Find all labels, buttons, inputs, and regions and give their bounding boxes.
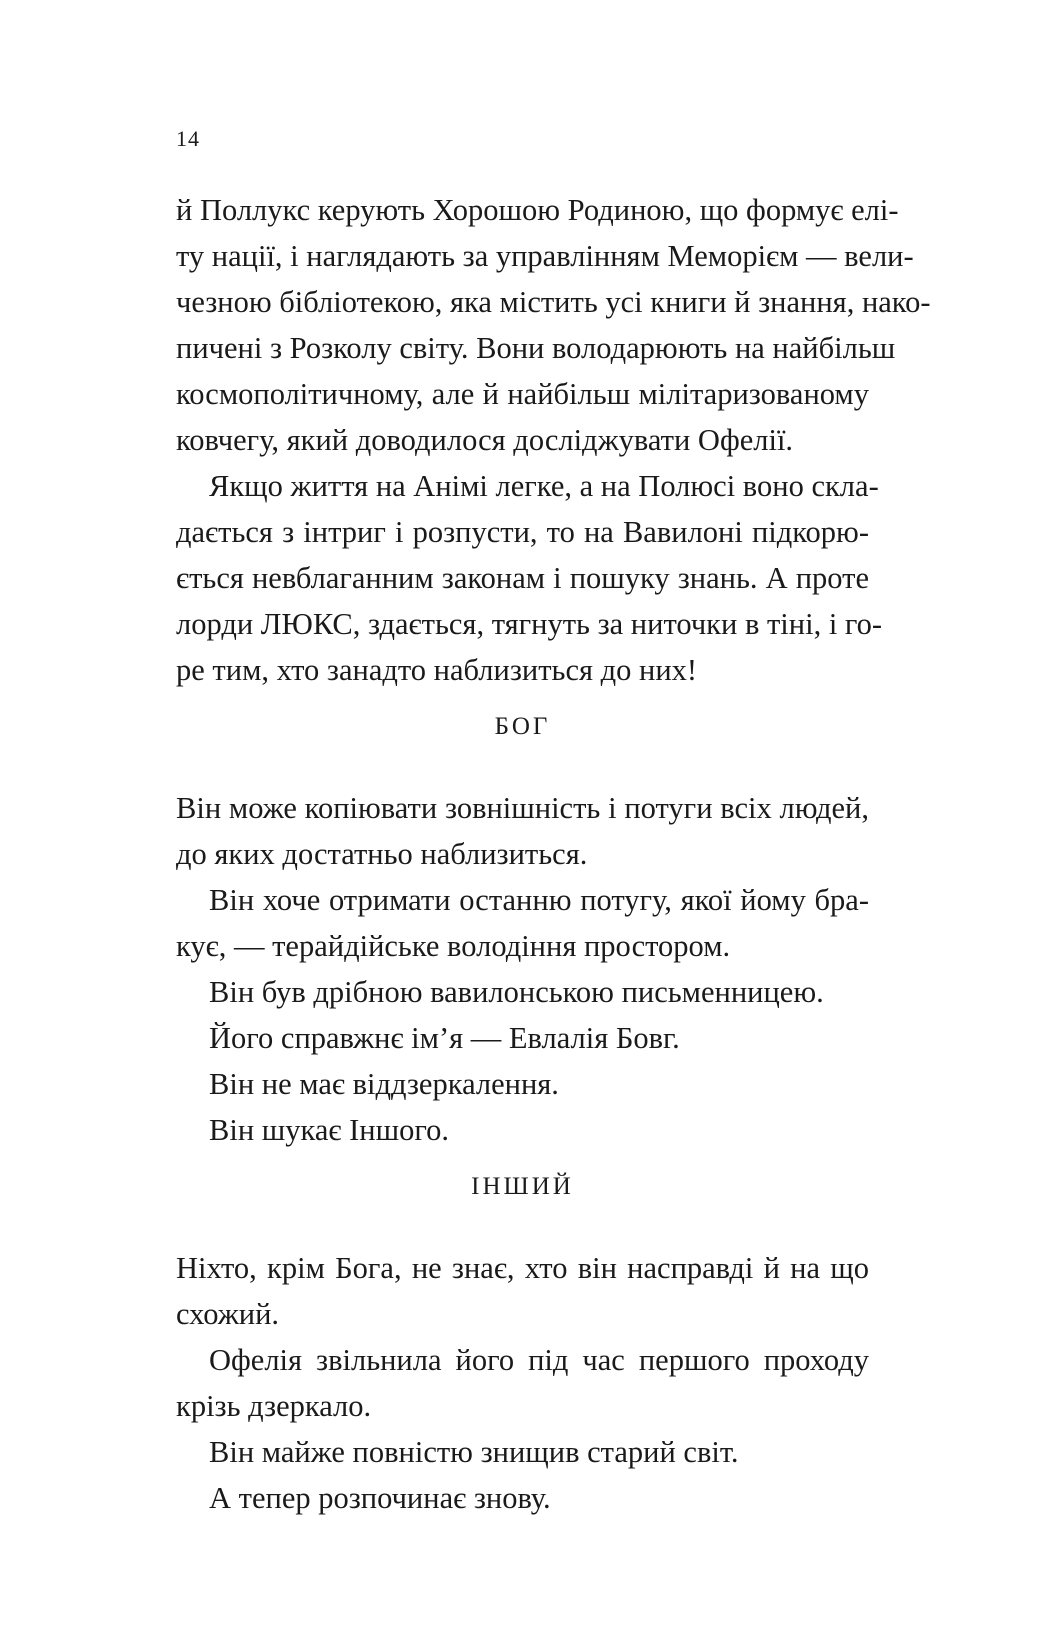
text-line: ється невблаганним законам і пошуку знань. А проте <box>176 561 869 595</box>
text-line: ре тим, хто занадто наблизиться до них! <box>176 653 698 687</box>
text-line: до яких достатньо наблизиться. <box>176 837 588 871</box>
text-line: Офелія звільнила його під час першого проходу <box>209 1343 869 1377</box>
text-line: крізь дзеркало. <box>176 1389 372 1423</box>
text-line: пичені з Розколу світу. Вони володарюють на найбільш <box>176 331 896 365</box>
text-line: космополітичному, але й найбільш мілітаризованому <box>176 377 869 411</box>
text-line: Він хоче отримати останню потугу, якої йому бра- <box>209 883 869 917</box>
text-line: Він не має віддзеркалення. <box>209 1067 559 1101</box>
text-line: А тепер розпочинає знову. <box>209 1481 551 1515</box>
text-line: ковчегу, який доводилося досліджувати Офелії. <box>176 423 794 457</box>
section-heading-other: ІНШИЙ <box>471 1173 574 1200</box>
text-line: Він шукає Іншого. <box>209 1113 449 1147</box>
text-line: ту нації, і наглядають за управлінням Меморієм — вели- <box>176 239 914 273</box>
text-line: схожий. <box>176 1297 280 1331</box>
text-line: Ніхто, крім Бога, не знає, хто він насправді й на що <box>176 1251 869 1285</box>
text-line: дається з інтриг і розпусти, то на Вавилоні підкорю- <box>176 515 869 549</box>
text-line: лорди ЛЮКС, здається, тягнуть за ниточки в тіні, і го- <box>176 607 883 641</box>
section-heading-god: БОГ <box>494 713 551 740</box>
text-line: Він був дрібною вавилонською письменницею. <box>209 975 824 1009</box>
text-line: Якщо життя на Анімі легке, а на Полюсі воно скла- <box>209 469 879 503</box>
text-line: Він може копіювати зовнішність і потуги всіх людей, <box>176 791 869 825</box>
text-line: Він майже повністю знищив старий світ. <box>209 1435 739 1469</box>
text-line: чезною бібліотекою, яка містить усі книги й знання, нако- <box>176 285 931 319</box>
text-line: кує, — терайдійське володіння простором. <box>176 929 731 963</box>
page-number: 14 <box>176 126 200 151</box>
text-line: й Поллукс керують Хорошою Родиною, що формує елі- <box>176 193 899 227</box>
text-line: Його справжнє ім’я — Евлалія Бовг. <box>209 1021 680 1055</box>
